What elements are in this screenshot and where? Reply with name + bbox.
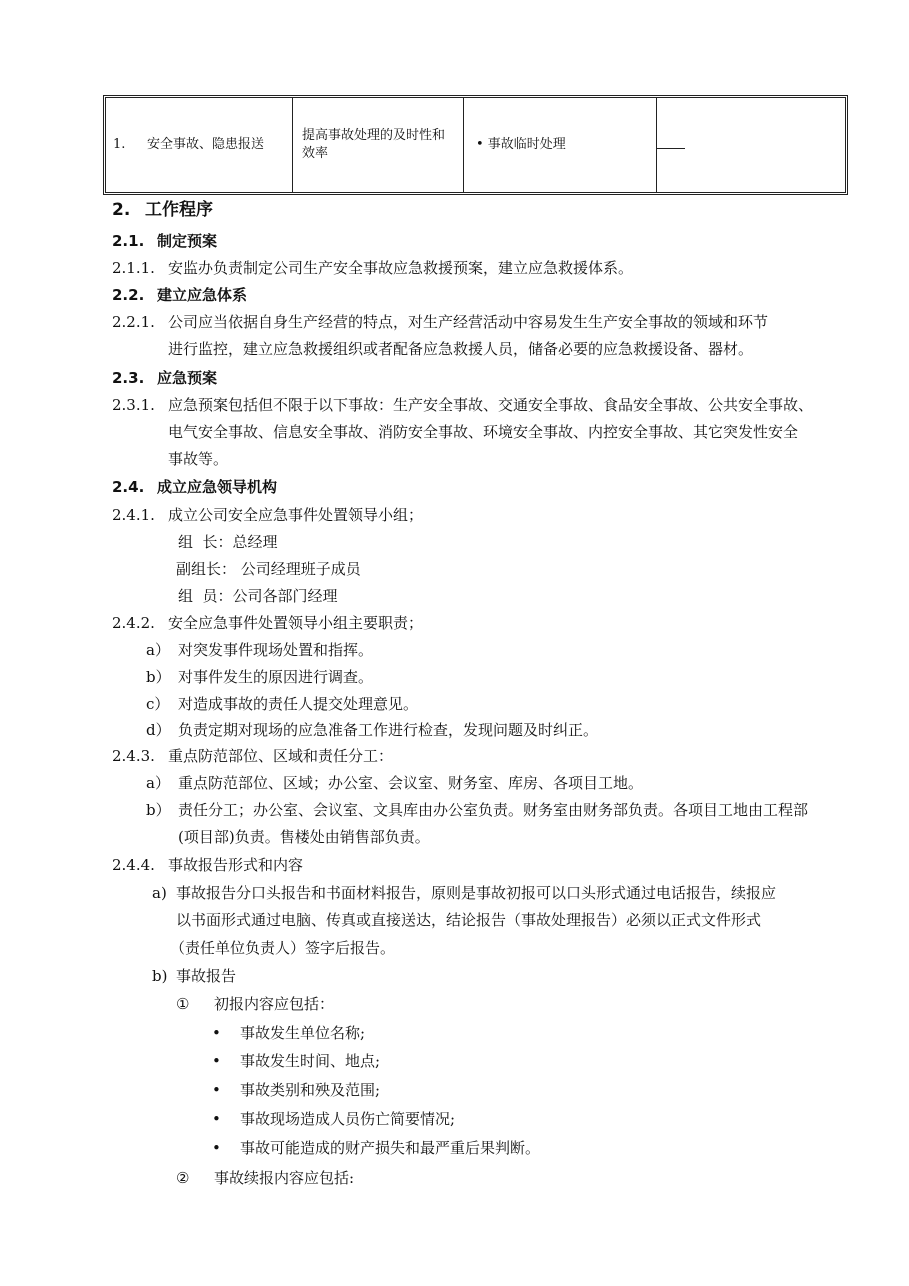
- table-purpose-text: 提高事故处理的及时性和效率: [302, 128, 446, 161]
- paragraph-2-4-4: 2.4.4. 事故报告形式和内容: [112, 856, 304, 874]
- duty-item-c: c） 对造成事故的责任人提交处理意见。: [146, 695, 419, 713]
- bullet-dot-icon: •: [212, 1024, 221, 1042]
- bullet-item: • 事故发生单位名称;: [212, 1024, 366, 1042]
- section-heading-2-4: 2.4. 成立应急领导机构: [112, 478, 278, 496]
- table-content-text: • 事故临时处理: [476, 137, 566, 152]
- bullet-item: • 事故类别和殃及范围;: [212, 1081, 381, 1099]
- initial-report-heading: ① 初报内容应包括：: [176, 995, 335, 1013]
- area-item-a: a） 重点防范部位、区域；办公室、会议室、财务室、库房、各项目工地。: [146, 774, 644, 792]
- area-item-b-cont: (项目部)负责。售楼处由销售部负责。: [178, 828, 430, 846]
- bullet-item: • 事故可能造成的财产损失和最严重后果判断。: [212, 1139, 541, 1157]
- area-item-b: b） 责任分工；办公室、会议室、文具库由办公室负责。财务室由财务部负责。各项目工地由工程部: [146, 801, 809, 819]
- bullet-item: • 事故现场造成人员伤亡简要情况;: [212, 1110, 456, 1128]
- duty-item-a: a） 对突发事件现场处置和指挥。: [146, 641, 374, 659]
- table-dash-mark: [657, 148, 685, 149]
- table-cell-item: [106, 98, 293, 192]
- bullet-dot-icon: •: [212, 1139, 221, 1157]
- table-cell-content: [464, 98, 657, 192]
- bullet-item: • 事故发生时间、地点;: [212, 1052, 381, 1070]
- bullet-dot-icon: •: [212, 1052, 221, 1070]
- section-heading-2-1: 2.1. 制定预案: [112, 232, 218, 250]
- paragraph-2-4-3: 2.4.3. 重点防范部位、区域和责任分工：: [112, 747, 394, 765]
- leader-line: 组 长：总经理: [178, 533, 278, 551]
- table-cell-empty: [657, 98, 845, 192]
- follow-up-report-heading: ② 事故续报内容应包括:: [176, 1169, 355, 1187]
- paragraph-2-3-1-cont: 电气安全事故、信息安全事故、消防安全事故、环境安全事故、内控安全事故、其它突发性安全: [168, 423, 799, 441]
- report-item-a: a) 事故报告分口头报告和书面材料报告，原则是事故初报可以口头形式通过电话报告，续报应: [152, 884, 777, 902]
- paragraph-2-2-1: 2.2.1. 公司应当依据自身生产经营的特点，对生产经营活动中容易发生生产安全事故的领域和环节: [112, 313, 769, 331]
- duty-item-b: b） 对事件发生的原因进行调查。: [146, 668, 374, 686]
- section-heading-2-2: 2.2. 建立应急体系: [112, 286, 248, 304]
- bullet-dot-icon: •: [212, 1110, 221, 1128]
- report-item-b: b) 事故报告: [152, 967, 237, 985]
- bullet-dot-icon: •: [212, 1081, 221, 1099]
- responsibility-table: [103, 95, 848, 195]
- paragraph-2-2-1-cont: 进行监控，建立应急救援组织或者配备应急救援人员，储备必要的应急救援设备、器材。: [168, 340, 754, 358]
- deputy-leader-line: 副组长： 公司经理班子成员: [176, 560, 361, 578]
- member-line: 组 员：公司各部门经理: [178, 587, 338, 605]
- paragraph-2-3-1-cont2: 事故等。: [168, 450, 229, 468]
- paragraph-2-4-1: 2.4.1. 成立公司安全应急事件处置领导小组；: [112, 506, 424, 524]
- section-heading-2-3: 2.3. 应急预案: [112, 369, 218, 387]
- paragraph-2-3-1: 2.3.1. 应急预案包括但不限于以下事故：生产安全事故、交通安全事故、食品安全事故、公共安全事故、: [112, 396, 814, 414]
- section-heading-2: 2. 工作程序: [112, 200, 213, 220]
- report-item-a-cont: 以书面形式通过电脑、传真或直接送达，结论报告（事故处理报告）必须以正式文件形式: [176, 911, 762, 929]
- table-item-text: 安全事故、隐患报送: [147, 137, 265, 152]
- table-row-number: 1.: [113, 137, 126, 152]
- report-item-a-cont2: （责任单位负责人）签字后报告。: [170, 939, 396, 957]
- table-cell-purpose: [293, 98, 464, 192]
- paragraph-2-1-1: 2.1.1. 安监办负责制定公司生产安全事故应急救援预案，建立应急救援体系。: [112, 259, 634, 277]
- paragraph-2-4-2: 2.4.2. 安全应急事件处置领导小组主要职责；: [112, 614, 424, 632]
- duty-item-d: d） 负责定期对现场的应急准备工作进行检查，发现问题及时纠正。: [146, 721, 599, 739]
